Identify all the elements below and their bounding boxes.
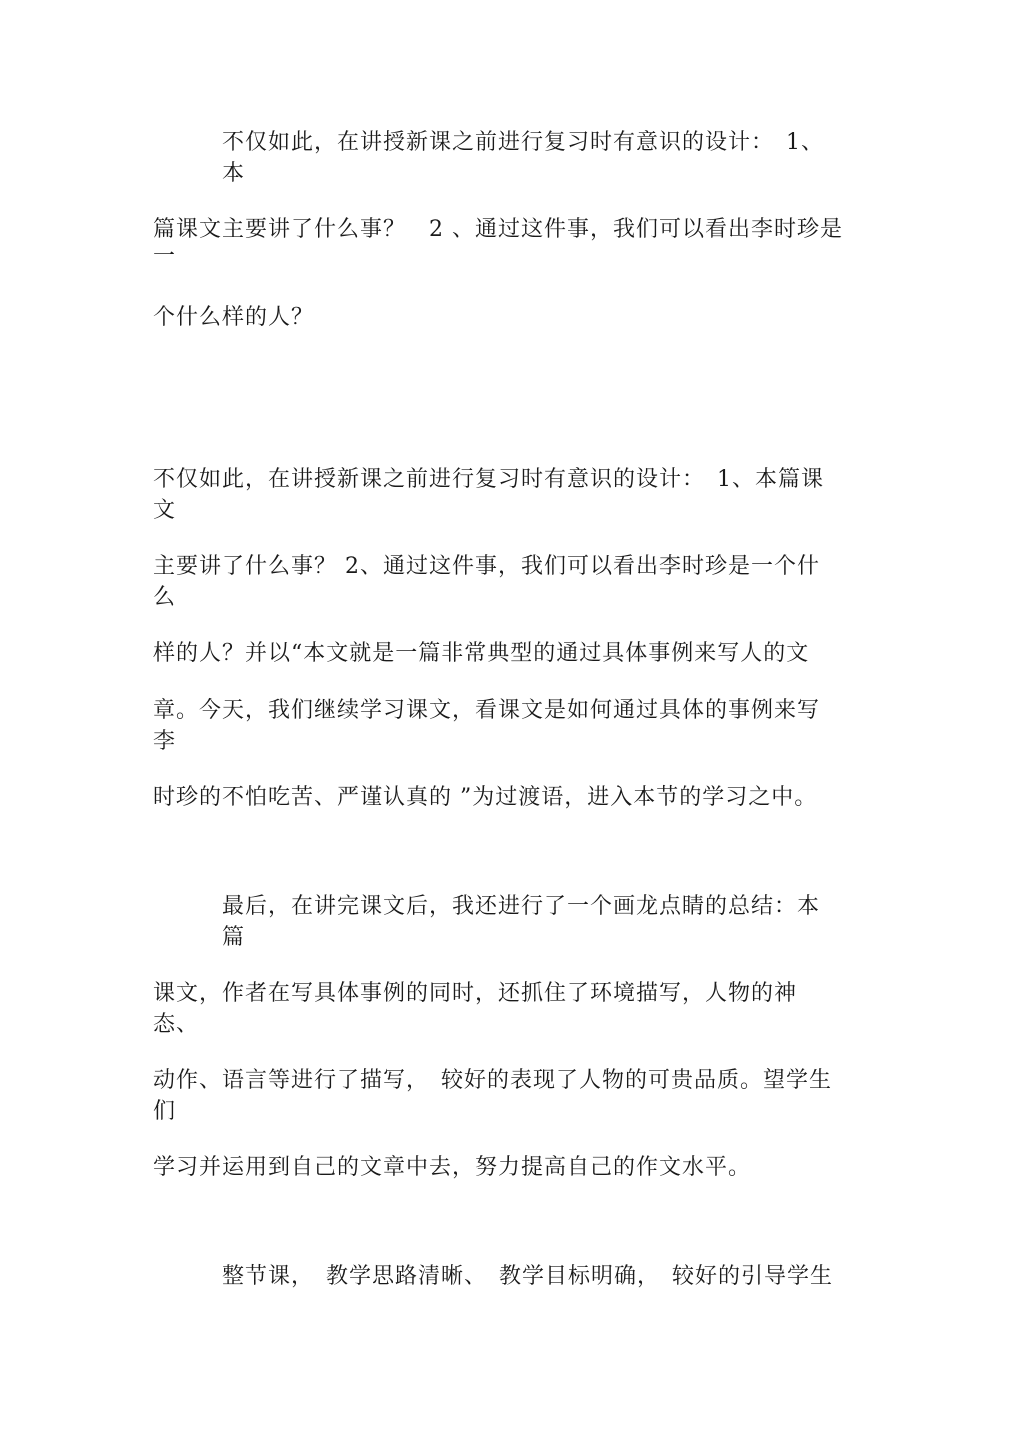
text-line: 学习并运用到自己的文章中去，努力提高自己的作文水平。: [153, 1155, 752, 1180]
text-line: 动作、语言等进行了描写， 较好的表现了人物的可贵品质。望学生: [153, 1068, 833, 1093]
text-line: 不仅如此，在讲授新课之前进行复习时有意识的设计： 1、本篇课: [153, 467, 824, 492]
text-line: 主要讲了什么事？ 2、通过这件事，我们可以看出李时珍是一个什: [153, 554, 820, 579]
text-line: 个什么样的人？: [153, 305, 315, 330]
text-line: 们: [153, 1099, 177, 1124]
text-line: 态、: [153, 1012, 200, 1037]
text-line: 章。今天，我们继续学习课文，看课文是如何通过具体的事例来写: [153, 698, 821, 723]
text-line: 么: [153, 585, 177, 610]
text-line: 时珍的不怕吃苦、严谨认真的 ”为过渡语，进入本节的学习之中。: [153, 785, 818, 810]
text-line: 本: [222, 161, 246, 186]
text-line: 样的人？并以“本文就是一篇非常典型的通过具体事例来写人的文: [153, 641, 810, 666]
text-line: 文: [153, 498, 177, 523]
text-line: 课文，作者在写具体事例的同时，还抓住了环境描写，人物的神: [153, 981, 798, 1006]
text-line: 篇: [222, 925, 246, 950]
text-line: 整节课， 教学思路清晰、 教学目标明确， 较好的引导学生: [222, 1264, 834, 1289]
text-line: 不仅如此，在讲授新课之前进行复习时有意识的设计： 1、: [222, 130, 824, 155]
text-line: 一: [153, 244, 177, 269]
text-line: 篇课文主要讲了什么事？ 2 、通过这件事，我们可以看出李时珍是: [153, 217, 843, 242]
text-line: 李: [153, 729, 177, 754]
text-line: 最后，在讲完课文后，我还进行了一个画龙点睛的总结：本: [222, 894, 821, 919]
